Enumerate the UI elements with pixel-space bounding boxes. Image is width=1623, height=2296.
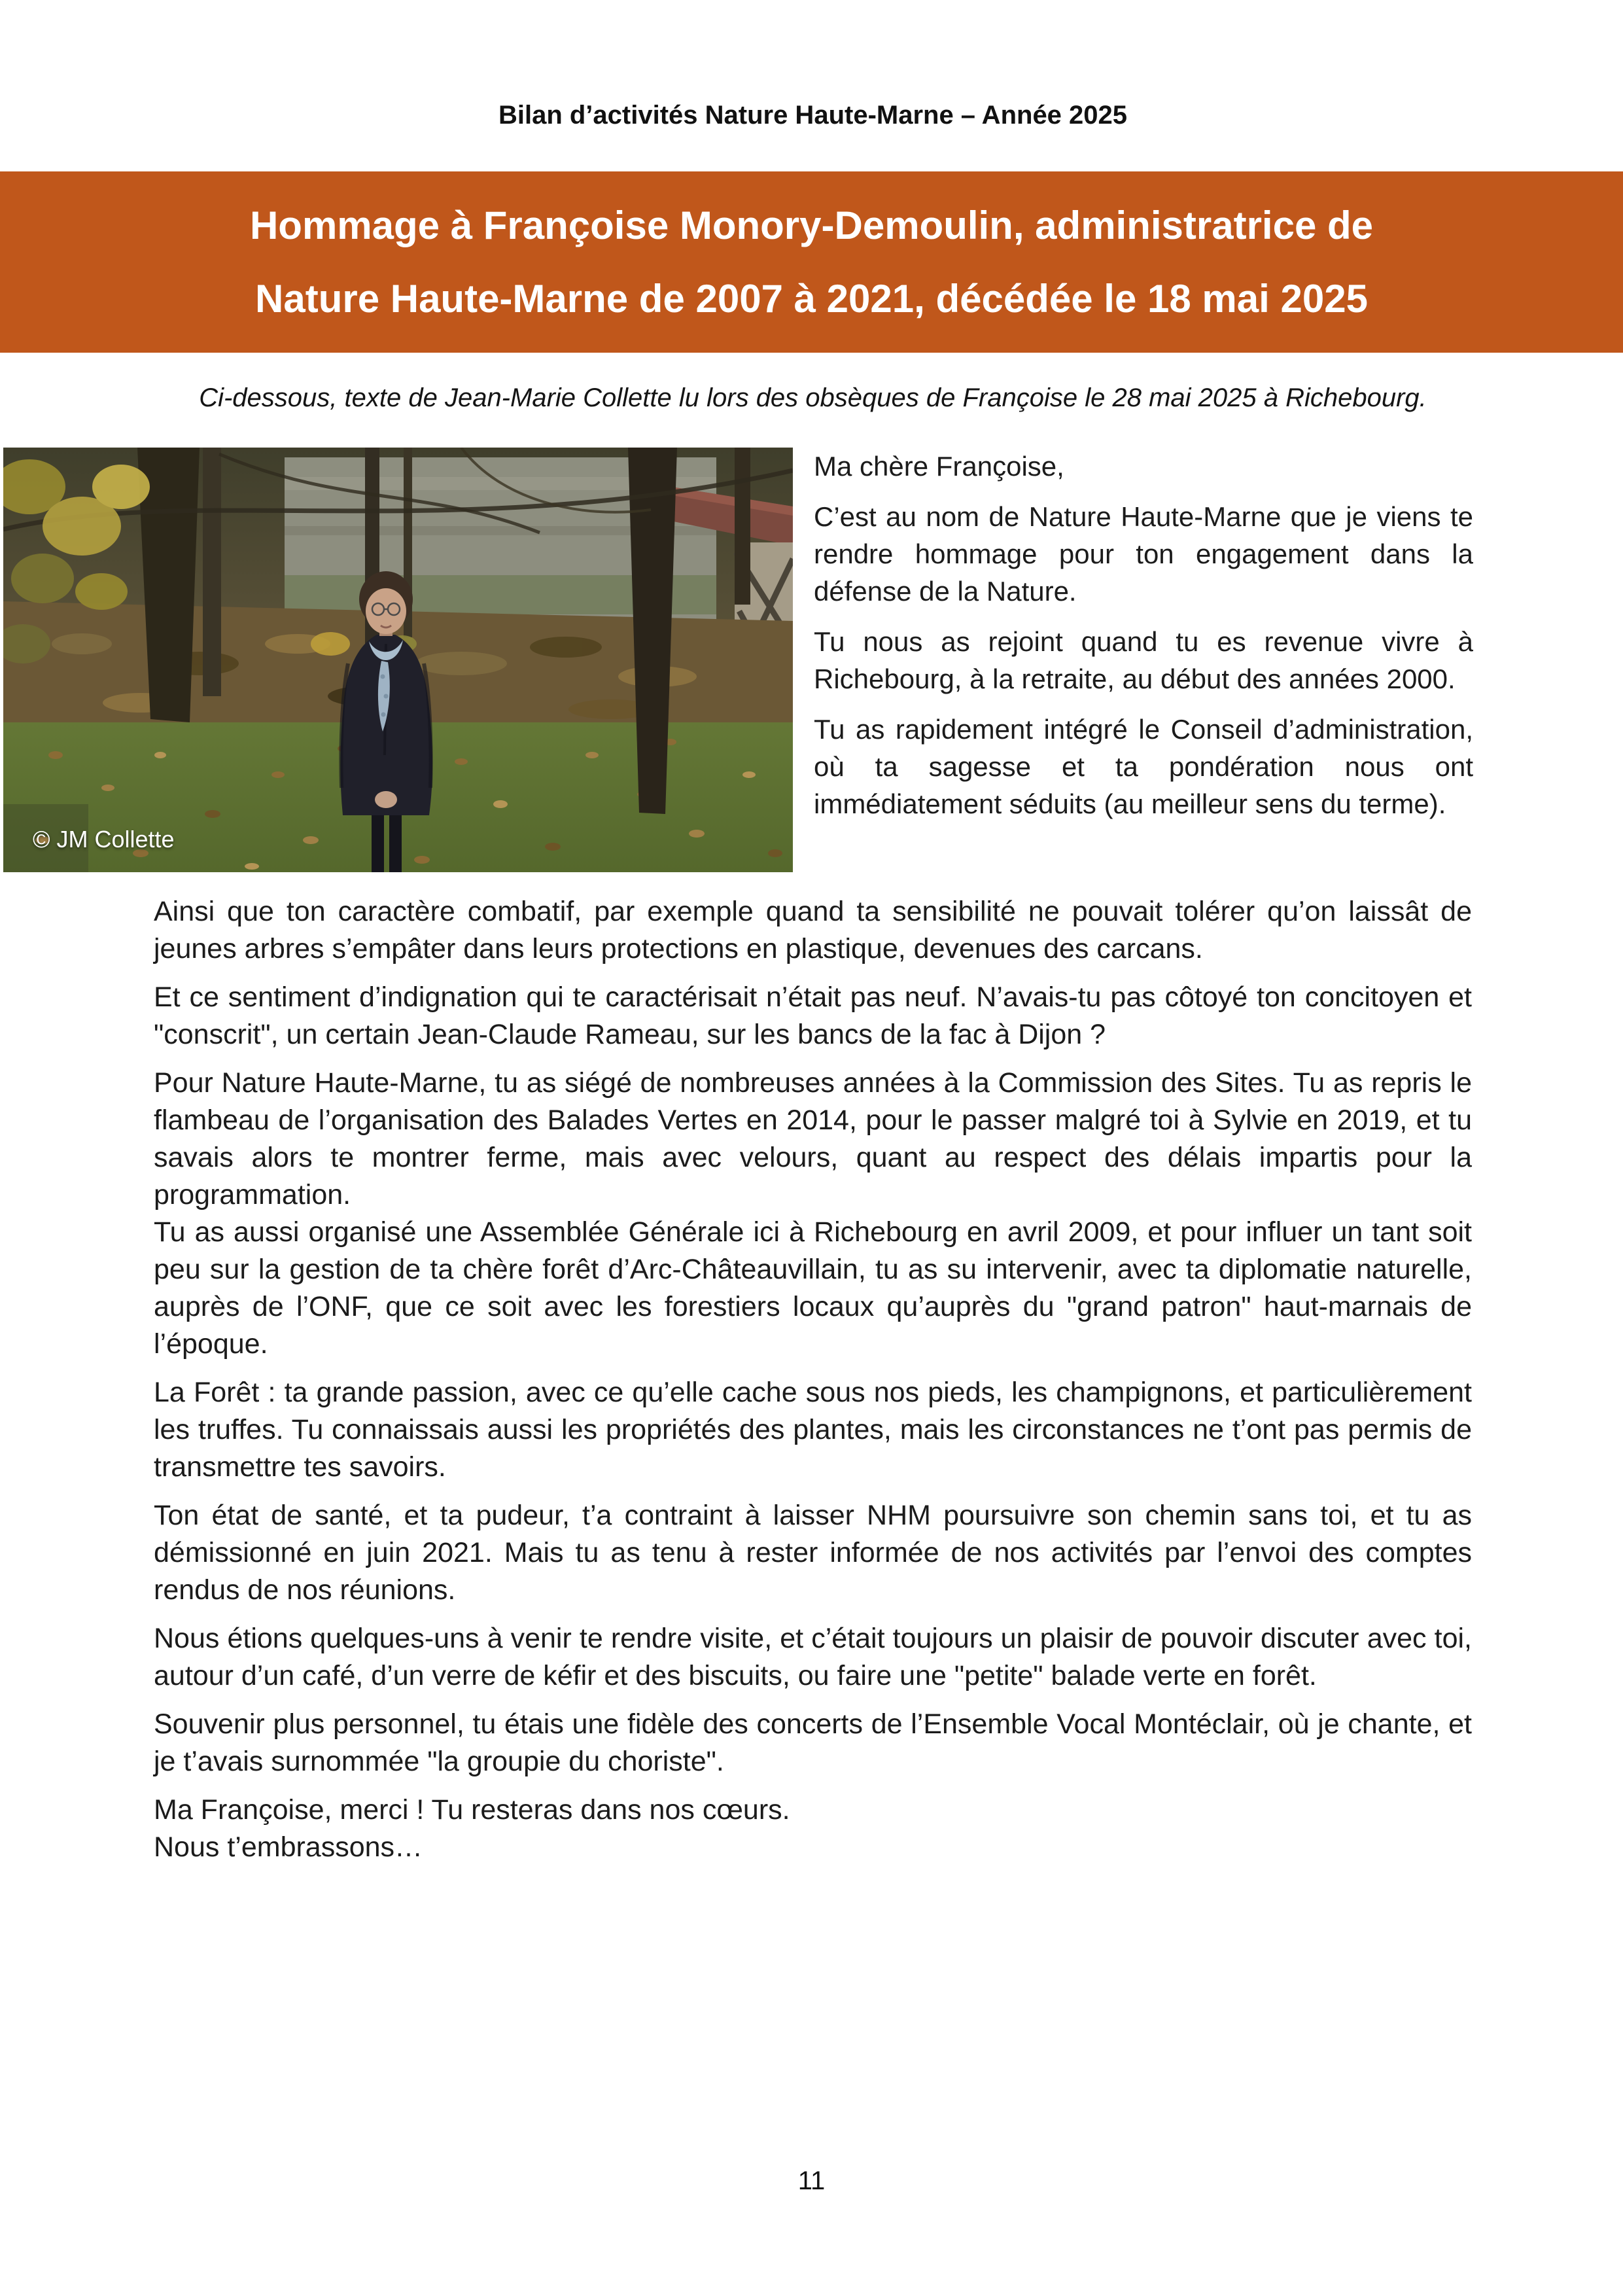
letter-paragraph: Pour Nature Haute-Marne, tu as siégé de nombreuses années à la Commission des Sites. Tu as repris le flambeau de l’organisation des Balades Vertes en 2014, pour le passer malgré toi à Sylvie en 2019, et tu savais alors te montrer ferme, mais avec velours, quant au respect des délais impartis pour la programmation. <box>154 1067 1472 1210</box>
letter-paragraph: Et ce sentiment d’indignation qui te caractérisait n’était pas neuf. N’avais-tu pas côtoyé ton concitoyen et "conscrit", un certain Jean-Claude Rameau, sur les bancs de la fac à Dijon ? <box>154 981 1472 1050</box>
letter-paragraph: Ma chère Françoise, <box>814 451 1064 482</box>
photo-credit: © JM Collette <box>33 826 175 853</box>
letter-paragraph: La Forêt : ta grande passion, avec ce qu’elle cache sous nos pieds, les champignons, et particulièrement les truffes. Tu connaissais aussi les propriétés des plantes, mais les circonstances ne t’ont pas permis de transmettre tes savoirs. <box>154 1377 1472 1483</box>
page-number: 11 <box>797 2166 826 2195</box>
letter-body <box>154 893 1472 1877</box>
letter-paragraph: Ma Françoise, merci ! Tu resteras dans nos cœurs. <box>154 1794 790 1826</box>
letter-paragraph: Nous t’embrassons… <box>154 1831 423 1863</box>
banner-title-line-2: Nature Haute-Marne de 2007 à 2021, décédée le 18 mai 2025 <box>255 276 1368 321</box>
letter-paragraph: Souvenir plus personnel, tu étais une fidèle des concerts de l’Ensemble Vocal Montéclair, où je chante, et je t’avais surnommée "la groupie du choriste". <box>154 1708 1472 1777</box>
letter-paragraph: Nous étions quelques-uns à venir te rendre visite, et c’était toujours un plaisir de pouvoir discuter avec toi, autour d’un café, d’un verre de kéfir et des biscuits, ou faire une "petite" balade verte en forêt. <box>154 1623 1472 1691</box>
intro-caption: Ci-dessous, texte de Jean-Marie Collette lu lors des obsèques de Françoise le 28 mai 2025 à Richebourg. <box>199 383 1427 412</box>
letter-paragraph: Ainsi que ton caractère combatif, par exemple quand ta sensibilité ne pouvait tolérer qu’on laissât de jeunes arbres s’empâter dans leurs protections en plastique, devenues des carcans. <box>154 896 1472 964</box>
garden-photo-illustration <box>3 448 793 872</box>
letter-paragraph: Tu nous as rejoint quand tu es revenue vivre à Richebourg, à la retraite, au début des années 2000. <box>814 626 1473 694</box>
letter-paragraph: Tu as aussi organisé une Assemblée Générale ici à Richebourg en avril 2009, et pour influer un tant soit peu sur la gestion de ta chère forêt d’Arc-Châteauvillain, tu as su intervenir, avec ta diplomatie naturelle, auprès de l’ONF, que ce soit avec les forestiers locaux qu’auprès du "grand patron" haut-marnais de l’époque. <box>154 1216 1472 1360</box>
memorial-photo <box>3 448 793 872</box>
title-banner <box>0 171 1623 353</box>
letter-paragraph: Ton état de santé, et ta pudeur, t’a contraint à laisser NHM poursuivre son chemin sans toi, et tu as démissionné en juin 2021. Mais tu as tenu à rester informée de nos activités par l’envoi des comptes rendus de nos réunions. <box>154 1500 1472 1606</box>
letter-paragraph: Tu as rapidement intégré le Conseil d’administration, où ta sagesse et ta pondération nous ont immédiatement séduits (au meilleur sens du terme). <box>814 714 1473 819</box>
letter-paragraph: C’est au nom de Nature Haute-Marne que je viens te rendre hommage pour ton engagement dans la défense de la Nature. <box>814 501 1473 607</box>
page-header: Bilan d’activités Nature Haute-Marne – Année 2025 <box>498 101 1128 130</box>
letter-side-column <box>814 448 1473 836</box>
banner-title-line-1: Hommage à Françoise Monory-Demoulin, administratrice de <box>249 203 1374 247</box>
